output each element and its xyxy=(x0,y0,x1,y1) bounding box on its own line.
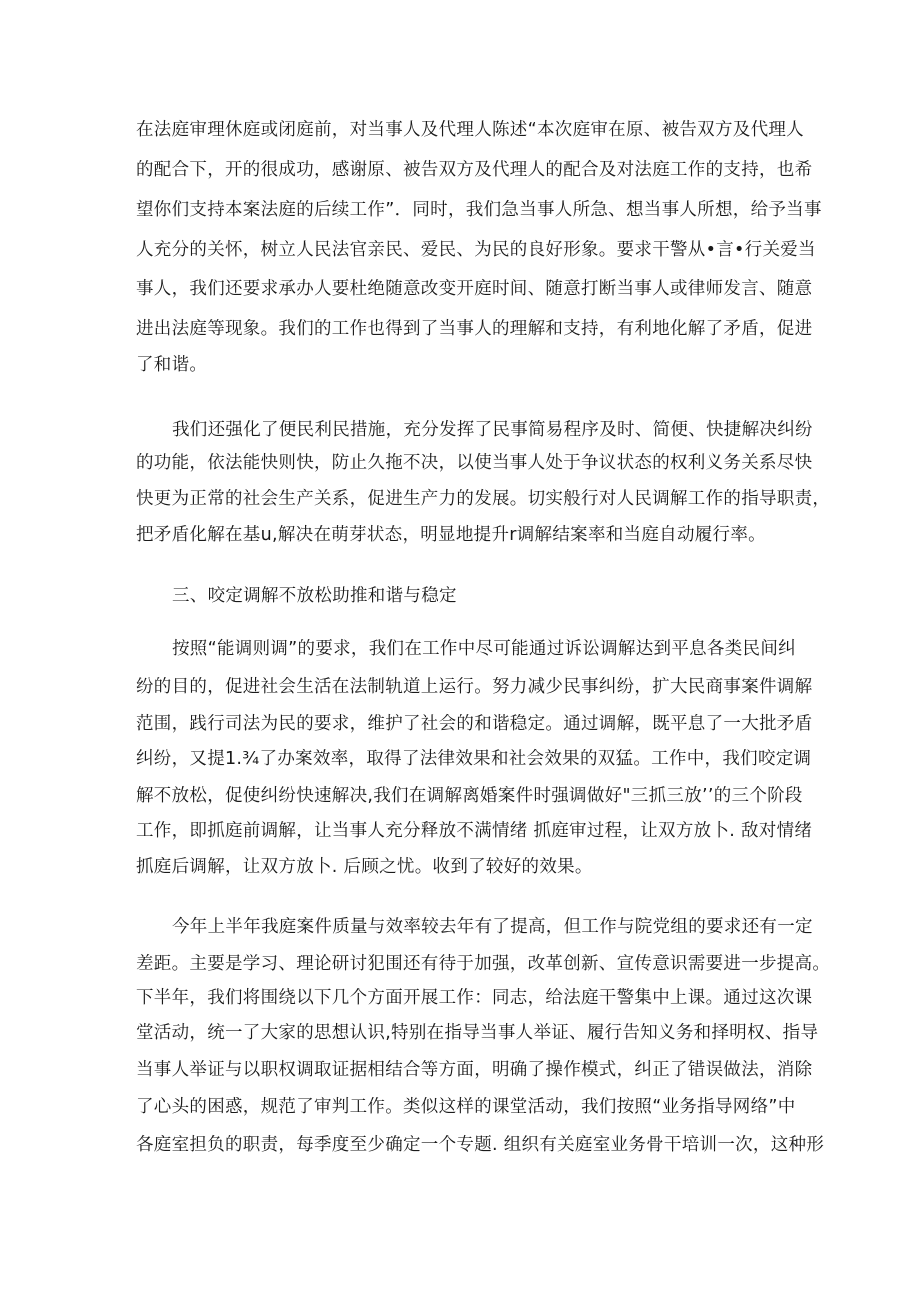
paragraph-3-line-4: 纠纷，又提1.¾了办案效率，取得了法律效果和社会效果的双猛。工作中，我们咬定调 xyxy=(136,749,812,769)
paragraph-1-line-7: 了和谐。 xyxy=(136,355,208,375)
section-heading: 三、咬定调解不放松助推和谐与稳定 xyxy=(172,586,457,606)
paragraph-3-line-5: 解不放松，促使纠纷快速解决,我们在调解离婚案件时强调做好"三抓三放’’的三个阶段 xyxy=(136,786,803,806)
paragraph-3-line-2: 纷的目的，促进社会生活在法制轨道上运行。努力减少民事纠纷，扩大民商事案件调解 xyxy=(136,677,813,697)
paragraph-4-line-6: 了心头的困惑，规范了审判工作。类似这样的课堂活动，我们按照“业务指导网络”中 xyxy=(136,1097,796,1117)
paragraph-2-line-1: 我们还强化了便民利民措施，充分发挥了民事简易程序及时、简便、快捷解决纠纷 xyxy=(172,420,813,440)
paragraph-1-line-5: 事人，我们还要求承办人要杜绝随意改变开庭时间、随意打断当事人或律师发言、随意 xyxy=(136,279,813,299)
paragraph-4-line-3: 下半年，我们将围绕以下几个方面开展工作：同志，给法庭干警集中上课。通过这次课 xyxy=(136,988,813,1008)
paragraph-2-line-2: 的功能，依法能快则快，防止久拖不决，以使当事人处于争议状态的权利义务关系尽快 xyxy=(136,453,813,473)
paragraph-4-line-4: 堂活动，统一了大家的思想认识,特别在指导当事人举证、履行告知义务和择明权、指导 xyxy=(136,1023,819,1043)
paragraph-3-line-3: 范围，践行司法为民的要求，维护了社会的和谐稳定。通过调解，既平息了一大批矛盾 xyxy=(136,714,813,734)
paragraph-3-line-1: 按照“能调则调”的要求，我们在工作中尽可能通过诉讼调解达到平息各类民间纠 xyxy=(172,639,796,659)
paragraph-1-line-3: 望你们支持本案法庭的后续工作”．同时，我们急当事人所急、想当事人所想，给予当事 xyxy=(136,200,822,220)
paragraph-4-line-1: 今年上半年我庭案件质量与效率较去年有了提高，但工作与院党组的要求还有一定 xyxy=(172,917,813,937)
paragraph-4-line-5: 当事人举证与以职权调取证据相结合等方面，明确了操作模式，纠正了错误做法，消除 xyxy=(136,1060,813,1080)
paragraph-1-line-2: 的配合下，开的很成功，感谢原、被告双方及代理人的配合及对法庭工作的支持，也希 xyxy=(136,160,813,180)
paragraph-2-line-4: 把矛盾化解在基u,解决在萌芽状态，明显地提升r调解结案率和当庭自动履行率。 xyxy=(136,525,766,545)
paragraph-4-line-7: 各庭室担负的职责，每季度至少确定一个专题. 组织有关庭室业务骨干培训一次，这种形 xyxy=(136,1135,825,1155)
paragraph-1-line-4: 人充分的关怀，树立人民法官亲民、爱民、为民的良好形象。要求干警从•言•行关爱当 xyxy=(136,240,816,260)
paragraph-2-line-3: 快更为正常的社会生产关系，促进生产力的发展。切实般行对人民调解工作的指导职责， xyxy=(136,489,831,509)
paragraph-1-line-1: 在法庭审理休庭或闭庭前，对当事人及代理人陈述“本次庭审在原、被告双方及代理人 xyxy=(136,120,804,140)
paragraph-3-line-7: 抓庭后调解，让双方放卜. 后顾之忧。收到了较好的效果。 xyxy=(136,857,593,877)
paragraph-3-line-6: 工作，即抓庭前调解，让当事人充分释放不满情绪 抓庭审过程，让双方放卜. 敌对情绪 xyxy=(136,821,813,841)
paragraph-4-line-2: 差距。主要是学习、理论研讨犯围还有待于加强，改革创新、宣传意识需要进一步提高。 xyxy=(136,954,831,974)
paragraph-1-line-6: 进出法庭等现象。我们的工作也得到了当事人的理解和支持，有利地化解了矛盾，促进 xyxy=(136,319,813,339)
